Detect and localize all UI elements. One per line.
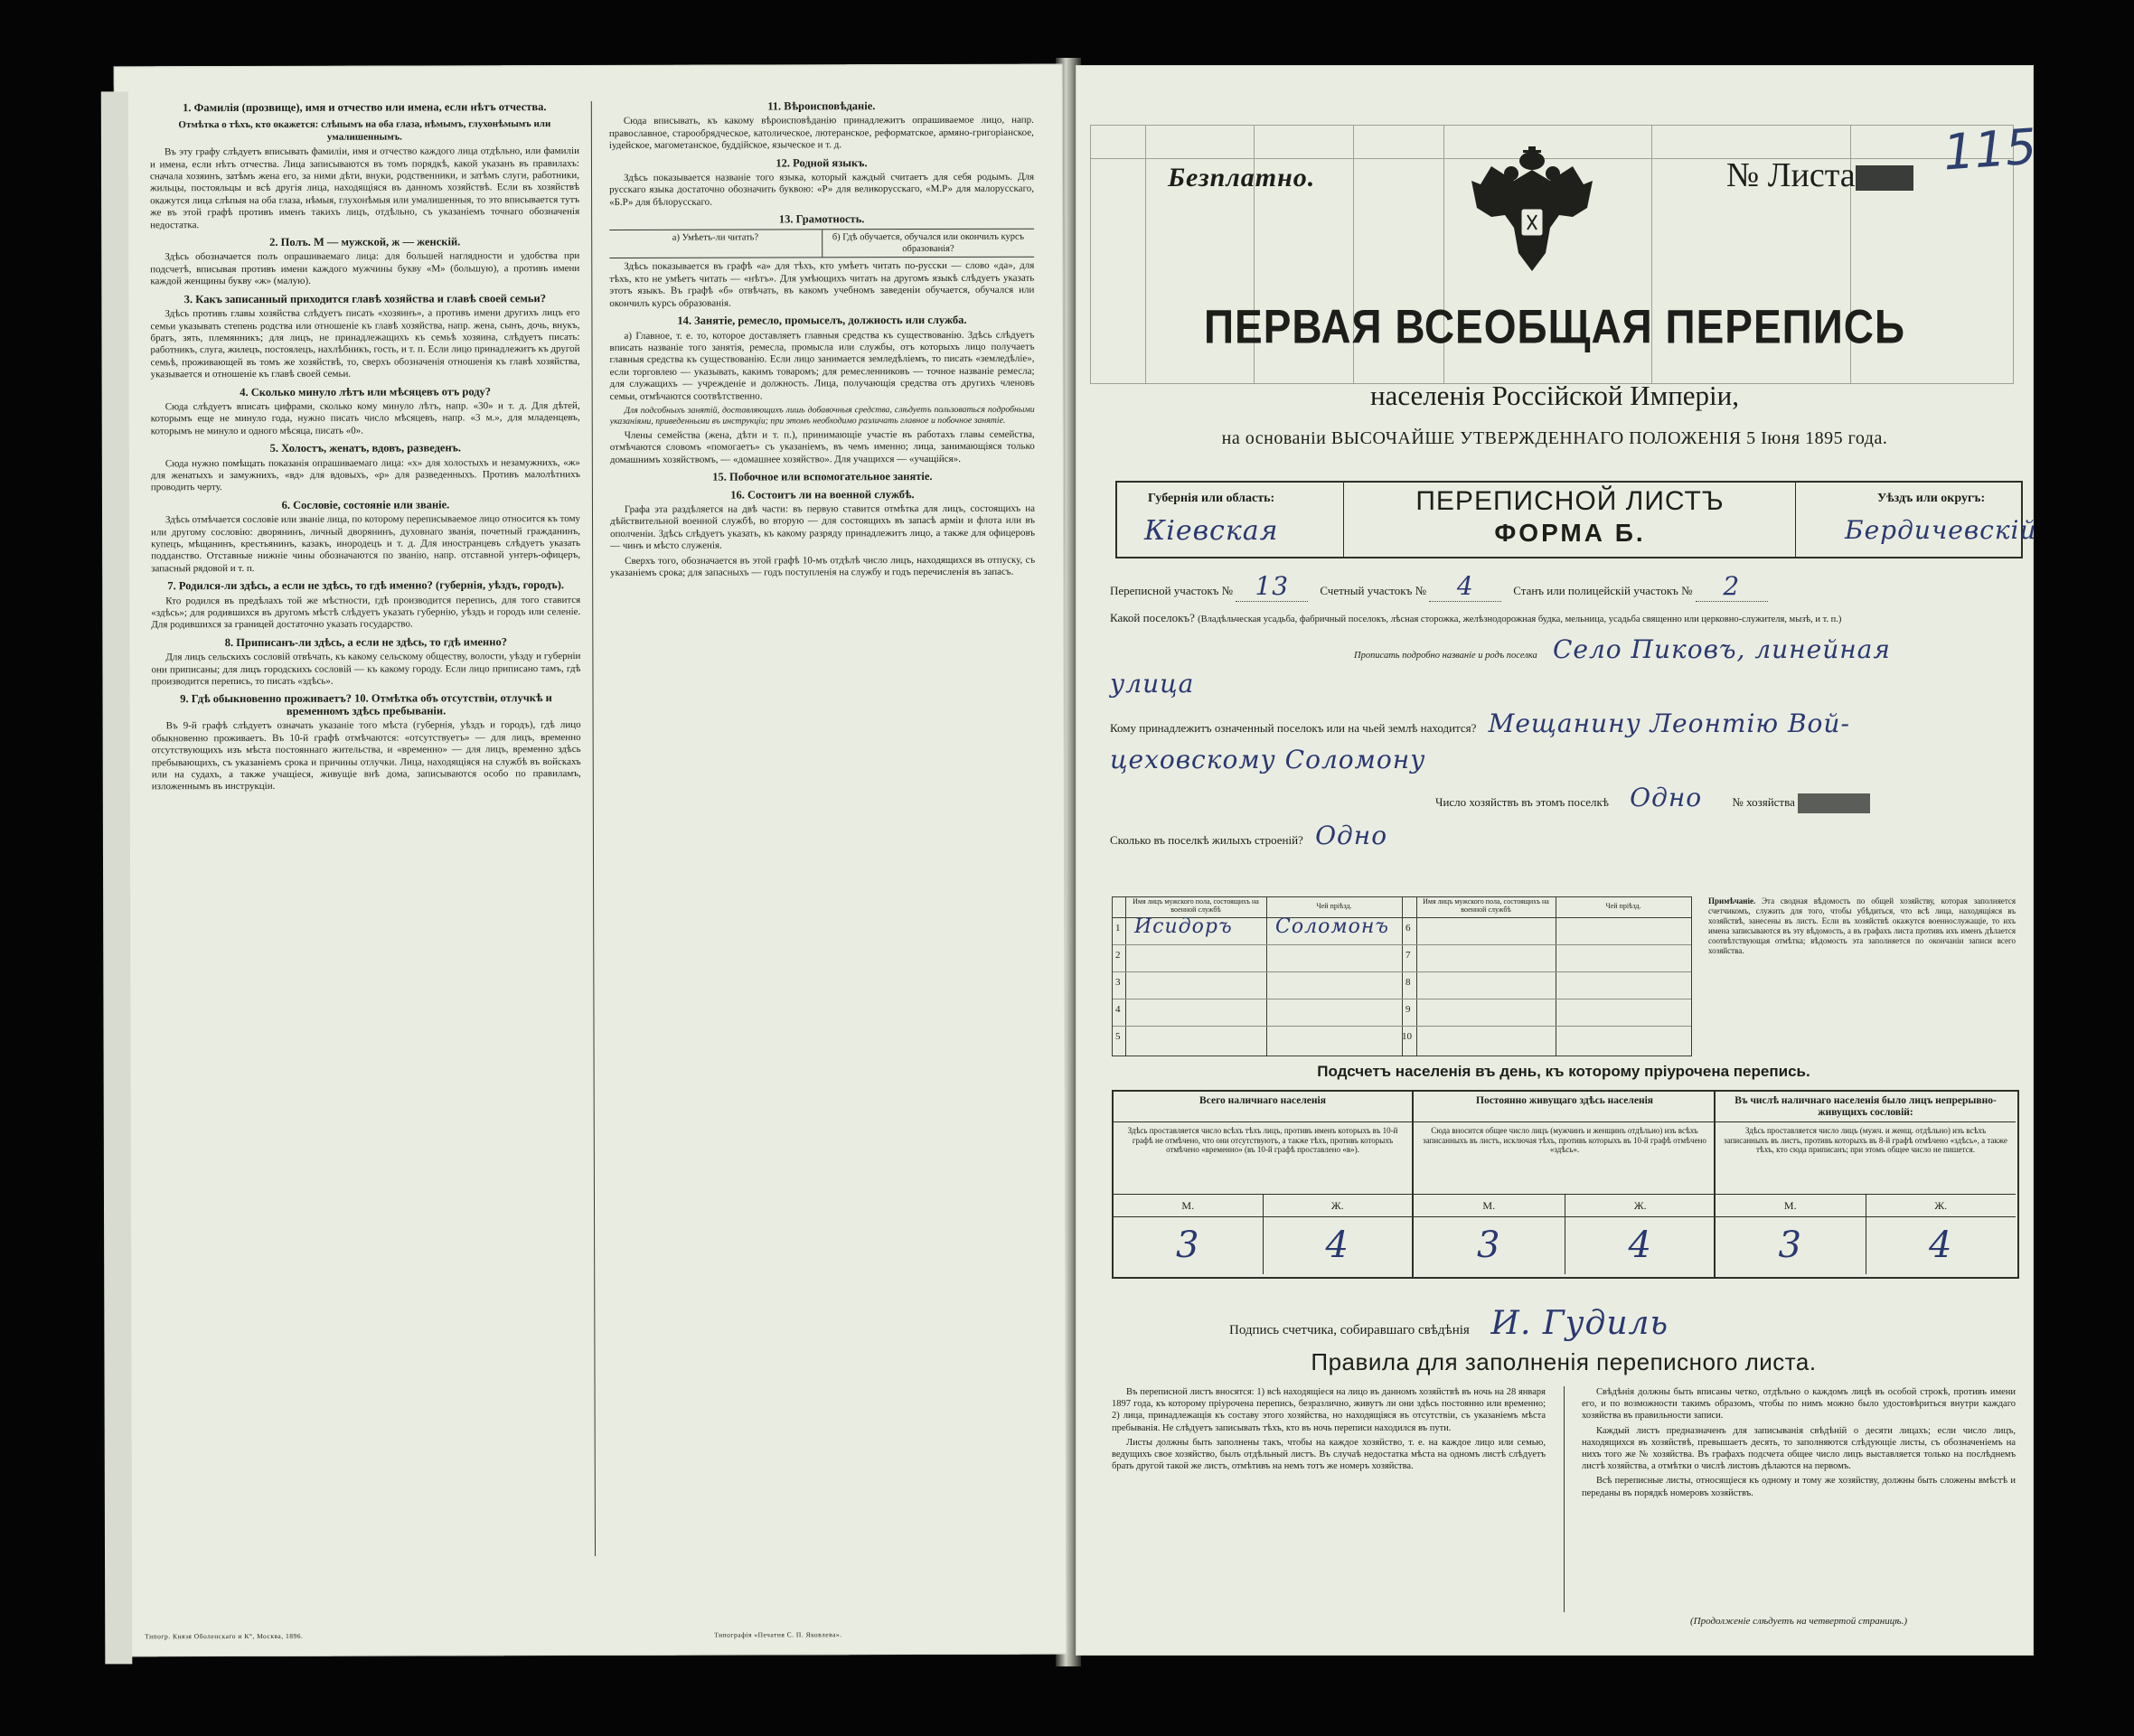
households-label: Число хозяйствъ въ этомъ поселкѣ	[1435, 795, 1609, 809]
paragraph: а) Главное, т. е. то, которое доставляетъ главныя средства къ существованію. Здѣсь слѣдуетъ вписать названіе того занятія, ремесла, промысла или службы, отъ которыхъ лицо получаетъ главныя средства къ существованію. Если лицо занимается земледѣліемъ, то писать «земледѣліе», если торговлею — указывать, какимъ товаромъ; для ремесленниковъ — точное названіе ремесла; для служащихъ — учрежденіе и должность. Лица, получающія средства отъ другихъ членовъ семьи, отмѣчаются соотвѣтственно.	[609, 329, 1035, 402]
section-title: 16. Состоитъ ли на военной службѣ.	[730, 487, 915, 502]
uezd-cell	[1795, 483, 2037, 557]
settlement-value-cont: улица	[1110, 669, 1195, 699]
note-title: Примѣчаніе.	[1708, 896, 1756, 906]
subheader-b: б) Гдѣ обучается, обучался или окончилъ курсъ образованія?	[822, 229, 1035, 257]
male-label: М.	[1783, 1199, 1797, 1212]
count-group	[1114, 1092, 1412, 1277]
owner-value-cont: цеховскому Соломону	[1110, 745, 1426, 774]
count-group-desc: Здѣсь проставляется число лицъ (мужч. и женщ. отдѣльно) изъ всѣхъ записанныхъ въ листъ, противъ которыхъ въ 8-й графѣ отмѣчено «здѣсь», а также тѣхъ, кто сюда приписанъ; при этомъ общее число не пишется.	[1716, 1122, 2016, 1195]
stan-label: Станъ или полицейскій участокъ №	[1513, 584, 1693, 597]
paragraph: Въ 9-й графѣ слѣдуетъ означать указаніе того мѣста (губернія, уѣздъ и городъ), гдѣ лицо обыкновенно проживаетъ. Въ 10-й графѣ отмѣчаются: «отсутствуетъ» — для лицъ, временно отсутствующихъ изъ мѣста постояннаго жительства, и «временно» — для лицъ, временно здѣсь пребывающихъ, съ указаніемъ срока и причины отлучки. Лица, находящіяся на службѣ въ войскахъ или на судахъ, а также учащіеся, живущіе внѣ дома, записываются особо по правиламъ, изложеннымъ въ инструкціи.	[151, 719, 581, 793]
redacted-field	[1856, 165, 1913, 191]
row-number: 6	[1405, 923, 1411, 934]
schet-label: Счетный участокъ №	[1320, 584, 1426, 597]
section-title: 8. Приписанъ-ли здѣсь, а если не здѣсь, то гдѣ именно?	[224, 635, 507, 649]
paragraph: Сюда слѣдуетъ вписать цифрами, сколько кому минуло лѣтъ, напр. «30» и т. д. Для дѣтей, которымъ еще не минуло года, нужно писать число мѣсяцевъ, напр. «3 м.», для младенцевъ, которымъ не минуло и одного мѣсяца, писать «0».	[150, 399, 580, 437]
count-group-head: Въ числѣ наличнаго населенія было лицъ непрерывно-живущихъ сословій:	[1716, 1092, 2016, 1122]
section-title: 2. Полъ. М — мужской, ж — женскій.	[269, 235, 461, 249]
column-header: Имя лицъ мужского пола, состоящихъ на военной службѣ	[1423, 897, 1549, 914]
male-count: 3	[1176, 1225, 1200, 1266]
settlement-hint: (Владѣльческая усадьба, фабричный поселокъ, лѣсная сторожка, желѣзнодорожная будка, мельница, усадьба священно или церковно-служителя, мызѣ, и т. п.)	[1198, 615, 1842, 624]
female-label: Ж.	[1565, 1195, 1716, 1216]
paragraph: Здѣсь отмѣчается сословіе или званіе лица, по которому переписываемое лицо относится къ тому или другому сословію: дворянинъ, личный дворянинъ, духовнаго званія, почетный гражданинъ, купецъ, мѣщанинъ, крестьянинъ, казакъ, инородецъ и т. д. Для иностранцевъ слѣдуетъ указать подданство. Отставные нижніе чины обозначаются по званію, напр. отставной унтеръ-офицеръ, запасный рядовой и т. п.	[151, 513, 581, 575]
household-no-label: № хозяйства	[1732, 795, 1795, 809]
column-header: Чей пріѣзд.	[1605, 902, 1641, 910]
enumerator-signature-line	[1229, 1305, 1669, 1342]
count-group-head: Всего наличнаго населенія	[1114, 1092, 1412, 1122]
page-edge	[101, 91, 133, 1664]
paragraph: Здѣсь противъ главы хозяйства слѣдуетъ писать «хозяинъ», а противъ имени другихъ лицъ его семьи указывать степень родства или отношеніе къ главѣ хозяйства, напр. жена, сынъ, дочь, внукъ, братъ, зять, племянникъ; для лицъ, не принадлежащихъ къ семьѣ хозяина, слѣдуетъ писать: работникъ, слуга, жилецъ, постоялецъ, нахлѣбникъ, гость, и т. п. Если лицо принадлежитъ къ другой семьѣ, проживающей въ томъ же хозяйствѣ, то, сверхъ обозначенія отношенія къ главѣ хозяйства, указывается и отношеніе къ главѣ своей семьи.	[150, 307, 580, 380]
section-title: 1. Фамилія (прозвище), имя и отчество или имена, если нѣтъ отчества.	[183, 100, 547, 115]
instructions-column-1	[150, 96, 583, 1597]
section-title: 12. Родной языкъ.	[776, 155, 868, 170]
subheader-a: а) Умѣетъ-ли читать?	[672, 232, 759, 243]
gubernia-cell	[1117, 483, 1343, 557]
literacy-subheaders	[609, 228, 1034, 258]
section-title: 15. Побочное или вспомогательное занятіе.	[712, 470, 933, 483]
owner-line-2	[1110, 745, 2014, 774]
uezd-value: Бердичевскій	[1845, 515, 2037, 545]
settlement-line-3	[1110, 669, 2014, 699]
female-count: 4	[1866, 1217, 2016, 1274]
row-number: 2	[1115, 950, 1121, 961]
row-number: 1	[1115, 923, 1121, 934]
row-number: 3	[1115, 977, 1121, 988]
count-group-desc: Сюда вносится общее число лицъ (мужчинъ и женщинъ отдѣльно) изъ всѣхъ записанныхъ въ листъ, исключая тѣхъ, противъ которыхъ въ 10-й графѣ отмѣчено «здѣсь».	[1414, 1122, 1716, 1195]
signature-value: И. Гудиль	[1490, 1305, 1669, 1342]
rule-paragraph: Листы должны быть заполнены такъ, чтобы на каждое хозяйство, т. е. на каждое лицо или семью, ведущихъ свое хозяйство, былъ отдѣльный листъ. Въ случаѣ недостатка мѣста на одномъ листѣ слѣдуетъ брать другой такой же листъ, отмѣтивъ на немъ тотъ же номеръ хозяйства.	[1112, 1437, 1546, 1472]
free-label: Безплатно.	[1168, 163, 1316, 192]
uezd-label: Уѣздъ или округъ:	[1877, 492, 1986, 505]
row-number: 4	[1115, 1004, 1121, 1015]
column-divider	[1564, 1386, 1565, 1612]
section-title: 9. Гдѣ обыкновенно проживаетъ? 10. Отмѣтка объ отсутствіи, отлучкѣ и временномъ здѣсь пребываніи.	[180, 691, 552, 718]
column-header: Имя лицъ мужского пола, состоящихъ на военной службѣ	[1133, 897, 1259, 914]
legal-basis: на основаніи ВЫСОЧАЙШЕ УТВЕРЖДЕННАГО ПОЛОЖЕНІЯ 5 Іюня 1895 года.	[1221, 428, 1888, 448]
female-count: 4	[1565, 1217, 1716, 1274]
row-number: 9	[1405, 1004, 1411, 1015]
row-number: 7	[1405, 950, 1411, 961]
paragraph: Для лицъ сельскихъ сословій отвѣчать, къ какому сельскому обществу, волости, уѣзду и губерніи они приписаны; для лицъ городскихъ сословій — къ какому городу. Если лицо приписано тамъ, гдѣ производится перепись, то писать «здѣсь».	[151, 651, 581, 688]
rule-paragraph: Всѣ переписные листы, относящіеся къ одному и тому же хозяйству, должны быть сложены вмѣстѣ и переданы въ порядкѣ номеровъ хозяйствъ.	[1582, 1476, 2016, 1498]
page-subtitle: населенія Россійской Имперіи,	[1369, 380, 1740, 411]
sheet-number	[1726, 155, 1913, 195]
military-residents-table	[1112, 896, 1692, 1056]
right-page	[1076, 65, 2039, 1656]
section-title: 14. Занятіе, ремесло, промыселъ, должность или служба.	[677, 314, 967, 327]
paragraph: Члены семейства (жена, дѣти и т. п.), принимающіе участіе въ работахъ главы семейства, отмѣчаются словомъ «помогаетъ» съ указаніемъ, въ чемъ именно; лица, занимающіяся только домашнимъ хозяйствомъ, — «домашнее хозяйство». Для учащихся — «учащійся».	[609, 428, 1035, 465]
female-count: 4	[1263, 1217, 1413, 1274]
section-title: 5. Холостъ, женатъ, вдовъ, разведенъ.	[269, 441, 462, 455]
rules-column-1	[1112, 1386, 1546, 1621]
perepis-value: 13	[1236, 571, 1308, 602]
rule-paragraph: Каждый листъ предназначенъ для записыванія свѣдѣній о десяти лицахъ; если число лицъ, находящихся въ хозяйствѣ, превышаетъ десять, то заполняются слѣдующіе листы, съ обозначеніемъ на нихъ того же № хозяйства. Въ графахъ подсчета общее число лицъ выставляется только на послѣднемъ листѣ хозяйства, а отмѣтки о числѣ листовъ дѣлаются на первомъ.	[1582, 1425, 2016, 1472]
rule-paragraph: Въ переписной листъ вносятся: 1) всѣ находящіеся на лицо въ данномъ хозяйствѣ въ ночь на 28 января 1897 года, къ которому пріурочена перепись, безразлично, живутъ ли они здѣсь постоянно или временно; 2) лица, принадлежащія къ составу этого хозяйства, но находящіяся въ отсутствіи, съ указаніемъ мѣста пребыванія. Не слѣдуетъ записывать тѣхъ, кто въ ночь переписи находился въ пути.	[1112, 1387, 1546, 1433]
households-value: Одно	[1630, 783, 1703, 812]
rule-paragraph: Свѣдѣнія должны быть вписаны четко, отдѣльно о каждомъ лицѣ въ особой строкѣ, противъ имени его, и по возможности такимъ образомъ, чтобы по нимъ можно было удостовѣриться внутри каждаго хозяйства въ правильности записи.	[1582, 1387, 2016, 1422]
paragraph: Сверхъ того, обозначается въ этой графѣ 10-мъ отдѣлѣ число лицъ, находящихся въ отпуску, съ указаніемъ срока; для запасныхъ — годъ поступленія на службу и годъ перечисленія въ запасъ.	[610, 554, 1036, 578]
gubernia-value: Кіевская	[1144, 515, 1279, 547]
note-text: Эта сводная вѣдомость по общей хозяйству, которая заполняется счетчикомъ, служить для того, чтобы убѣдиться, что всѣ лица, находящіяся въ хозяйствѣ, занесены въ листъ. Если въ хозяйствѣ окажутся военнослужащіе, то ихъ имена записываются въ эту вѣдомость, а въ графахъ листа противъ ихъ именъ дѣлается соотвѣтствующая отмѣтка; вѣдомость эта заполняется по окончаніи записи всего хозяйства.	[1708, 896, 2016, 955]
schet-value: 4	[1429, 571, 1501, 602]
form-subtitle: ФОРМА Б.	[1494, 519, 1646, 547]
settlement-line	[1110, 611, 2014, 625]
page-title: ПЕРВАЯ ВСЕОБЩАЯ ПЕРЕПИСЬ	[1203, 299, 1906, 353]
sheet-number-label: № Листа	[1726, 156, 1856, 194]
male-count: 3	[1778, 1225, 1802, 1266]
note-column	[1708, 896, 2016, 1055]
left-page	[114, 64, 1067, 1657]
row-number: 5	[1115, 1031, 1121, 1042]
perepis-label: Переписной участокъ №	[1110, 584, 1234, 597]
signature-label: Подпись счетчика, собиравшаго свѣдѣнія	[1229, 1323, 1470, 1337]
buildings-value: Одно	[1315, 821, 1388, 850]
count-group	[1714, 1092, 2016, 1277]
district-line	[1110, 571, 2014, 602]
instructions-column-2	[609, 95, 1038, 1596]
paragraph: Сюда вписывать, къ какому вѣроисповѣданію принадлежитъ опрашиваемое лицо, напр. православное, старообрядческое, католическое, лютеранское, реформатское, армяно-григоріанское, іудейское, магометанское, буддійское, языческое и т. д.	[608, 115, 1034, 152]
section-title: 3. Какъ записанный приходится главѣ хозяйства и главѣ своей семьи?	[183, 291, 546, 305]
settlement-hint-2: Прописать подробно названіе и родъ поселка	[1354, 651, 1537, 661]
row-number: 10	[1402, 1031, 1412, 1042]
owner-line	[1110, 708, 2014, 738]
resident-value: Соломонъ	[1275, 915, 1389, 938]
redacted-field	[1798, 793, 1870, 813]
printer-imprint: Типографія «Печатня С. П. Яковлева».	[714, 1630, 842, 1639]
paragraph: Здѣсь показывается въ графѣ «а» для тѣхъ, кто умѣетъ читать по-русски — слово «да», для тѣхъ, кто не умѣетъ читать — «нѣтъ». Для умѣющихъ читать на другомъ языкѣ слѣдуетъ указать этотъ языкъ. Въ графѣ «б» отвѣчать, въ какомъ учебномъ заведеніи обучается, обучался или окончилъ курсъ образованія.	[609, 260, 1035, 309]
form-header-box	[1115, 481, 2037, 558]
paragraph: Кто родился въ предѣлахъ той же мѣстности, гдѣ производится перепись, для того ставится «здѣсь»; для родившихся въ другомъ мѣстѣ слѣдуетъ указать губернію, уѣздъ и городъ или селеніе. Для родившихся за границей достаточно указать государство.	[151, 594, 581, 631]
paragraph-small: Для подсобныхъ занятій, доставляющихъ лишь добавочныя средства, слѣдуетъ пользоваться подробными указаніями, приведенными въ инструкціи; при этомъ необходимо различать главное и побочное занятіе.	[609, 404, 1035, 427]
column-divider	[591, 101, 596, 1556]
rules-column-2	[1582, 1386, 2016, 1621]
column-header: Чей пріѣзд.	[1316, 902, 1352, 910]
resident-name: Исидоръ	[1134, 915, 1233, 938]
male-count: 3	[1477, 1225, 1501, 1266]
pencil-sheet-number: 115	[1941, 117, 2039, 182]
section-title: 7. Родился-ли здѣсь, а если не здѣсь, то гдѣ именно? (губернія, уѣздъ, городъ).	[167, 578, 565, 593]
female-label: Ж.	[1866, 1195, 2016, 1216]
printer-imprint: Типогр. Князя Оболенскаго и К°, Москва, 1896.	[145, 1631, 304, 1641]
households-line	[1110, 783, 2014, 813]
count-group	[1412, 1092, 1716, 1277]
rules-title: Правила для заполненія переписного листа.	[1311, 1348, 1817, 1375]
section-title: 6. Сословіе, состояніе или званіе.	[281, 498, 450, 511]
buildings-label: Сколько въ поселкѣ жилыхъ строеній?	[1110, 833, 1303, 847]
section-note: Отмѣтка о тѣхъ, кто окажется: слѣпымъ на оба глаза, нѣмымъ, глухонѣмымъ или умалишеннымъ.	[178, 118, 551, 143]
paragraph: Въ эту графу слѣдуетъ вписывать фамиліи, имя и отчество каждого лица отдѣльно, или фамиліи и имена, если нѣтъ отчества. Лица записываются въ томъ порядкѣ, какой указанъ въ правилахъ: сначала хозяинъ, затѣмъ жена его, за ними дѣти, внуки, родственники, и затѣмъ слуги, работники, жильцы, постояльцы и всѣ другія лица, находящіяся въ данномъ хозяйствѣ. Если въ хозяйствѣ окажутся лица слѣпыя на оба глаза, нѣмыя, глухонѣмыя или умалишенныя, то это вписывается тутъ же въ этой графѣ противъ именъ такихъ лицъ, отдѣльно, съ указаніемъ точнаго обозначенія недостатка.	[149, 145, 580, 230]
count-group-desc: Здѣсь проставляется число всѣхъ тѣхъ лицъ, противъ именъ которыхъ въ 10-й графѣ не отмѣчено, что они отсутствуютъ, а также тѣхъ, противъ которыхъ отмѣчено «временно» (въ 10-й графѣ проставлено «в»).	[1114, 1122, 1412, 1195]
owner-value: Мещанину Леонтію Вой-	[1488, 708, 1850, 738]
count-title: Подсчетъ населенія въ день, къ которому пріурочена перепись.	[1317, 1063, 1810, 1080]
form-title-cell	[1343, 483, 1796, 557]
male-label: М.	[1181, 1199, 1195, 1212]
paragraph: Сюда нужно помѣщать показанія опрашиваемаго лица: «х» для холостыхъ и незамужнихъ, «ж» для женатыхъ и замужнихъ, «вд» для вдовыхъ, «р» для разведенныхъ. Противъ малолѣтнихъ проводить черту.	[150, 456, 580, 493]
imperial-eagle-icon	[1464, 145, 1600, 280]
paragraph: Графа эта раздѣляется на двѣ части: въ первую ставится отмѣтка для лицъ, состоящихъ на дѣйствительной военной службѣ, во вторую — для состоящихъ въ запасѣ арміи и флота или въ ополченіи. Здѣсь слѣдуетъ указать, къ какому разряду принадлежитъ лицо, а также для офицеровъ — чинъ и мѣсто служенія.	[610, 502, 1036, 552]
settlement-value: Село Пиковъ, линейная	[1552, 634, 1891, 664]
paragraph: Здѣсь обозначается полъ опрашиваемаго лица: для большей наглядности и удобства при подсчетѣ, вписывая противъ имени каждого мужчины букву «М» (большую), а противъ имени каждой женщины букву «ж» (малую).	[150, 250, 580, 287]
section-title: 4. Сколько минуло лѣтъ или мѣсяцевъ отъ роду?	[240, 384, 492, 399]
female-label: Ж.	[1263, 1195, 1413, 1216]
section-title: 13. Грамотность.	[778, 212, 865, 226]
section-title: 11. Вѣроисповѣданіе.	[767, 99, 876, 113]
paragraph: Здѣсь показывается названіе того языка, который каждый считаетъ для себя родымъ. Для русскаго языка достаточно обозначить буквою: «Р» для великорусскаго, «М.Р» для малорусскаго, «Б.Р» для бѣлорусскаго.	[609, 171, 1035, 208]
continued-note: (Продолженіе слѣдуетъ на четвертой страницѣ.)	[1690, 1616, 1907, 1627]
form-title: ПЕРЕПИСНОЙ ЛИСТЪ	[1415, 486, 1725, 516]
male-label: М.	[1482, 1199, 1496, 1212]
population-count-table	[1112, 1090, 2019, 1279]
count-group-head: Постоянно живущаго здѣсь населенія	[1414, 1092, 1716, 1122]
buildings-line	[1110, 821, 2014, 850]
row-number: 8	[1405, 977, 1411, 988]
gubernia-label: Губернія или область:	[1148, 492, 1275, 505]
settlement-line-2	[1110, 634, 2014, 664]
stan-value: 2	[1696, 571, 1768, 602]
owner-label: Кому принадлежитъ означенный поселокъ или на чьей землѣ находится?	[1110, 721, 1477, 735]
settlement-label: Какой поселокъ?	[1110, 611, 1195, 624]
